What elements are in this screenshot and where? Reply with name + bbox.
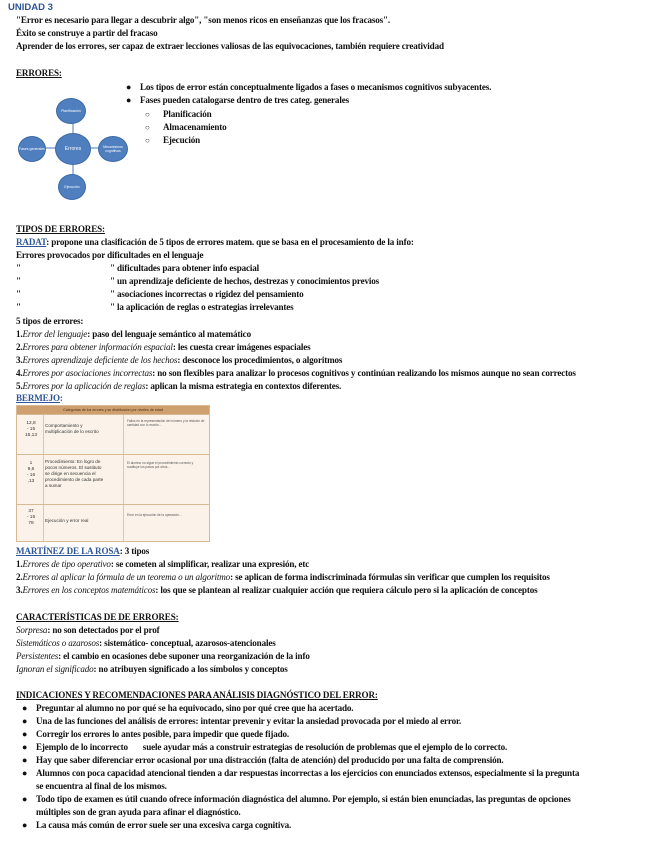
radat-label: RADAT [16, 237, 47, 247]
ditto-line-1: " " dificultades para obtener info espacial [16, 263, 260, 273]
indicacion-item: ● Corregir los errores lo antes posible, para impedir que quede fijado. [22, 729, 290, 739]
bullet-dot: ● [126, 82, 132, 92]
intro-line-1: "Error es necesario para llegar a descubrir algo", "son menos ricos en enseñanzas que los fracasos". [16, 15, 391, 25]
indicacion-item: ● Una de las funciones del análisis de errores: intentar prevenir y evitar la ansiedad provocada por el miedo al error. [22, 716, 462, 726]
bermejo-table-header: Categorías de los errores y su distribución por niveles de edad [17, 406, 209, 414]
bullet-dot: ● [22, 742, 28, 752]
indicacion-item: ● Ejemplo de lo incorrecto suele ayudar más a construir estrategias de resolución de problemas que el ejemplo de lo correcto. [22, 742, 508, 752]
bermejo-line: BERMEJO: [16, 393, 63, 403]
bermejo-label: BERMEJO [16, 393, 60, 403]
tipos-list-item-3: 3.Errores aprendizaje deficiente de los hechos: desconoce los procedimientos, o algoritmos [16, 355, 343, 365]
diagram-node-center: Errores [55, 133, 91, 165]
indicacion-item-continuation: múltiples son de gran ayuda para afinar el diagnóstico. [36, 807, 241, 817]
bermejo-table-row: 37 - 15 78 Ejecución y error real Error en la ejecución de la operación... [17, 504, 209, 542]
bermejo-table-row: 12,8 - 15 15,13 Comportamiento y multiplicación de lo escrito Fallos en la representación del número y la relación de cantidad con lo escrito... [17, 414, 209, 455]
diagram-node-bottom: Ejecución [58, 174, 86, 200]
caracteristica-item: Ignoran el significado: no atribuyen significado a los símbolos y conceptos [16, 664, 288, 674]
bullet-dot: ● [22, 703, 28, 713]
bullet-dot: ● [126, 95, 132, 105]
diagram-node-left: Fases generales [18, 136, 46, 162]
ditto-line-2: " " un aprendizaje deficiente de hechos, destrezas y conocimientos previos [16, 276, 380, 286]
indicaciones-heading: INDICACIONES Y RECOMENDACIONES PARA ANÁLISIS DIAGNÓSTICO DEL ERROR: [16, 690, 378, 700]
ditto-line-3: " " asociaciones incorrectas o rigidez del pensamiento [16, 289, 304, 299]
tipos-list-item-5: 5.Errores por la aplicación de reglas: aplican la misma estrategia en contextos diferentes. [16, 381, 342, 391]
errores-diagram [18, 98, 128, 198]
errores-bullet-2: ● Fases pueden catalogarse dentro de tres categ. generales [126, 95, 349, 105]
bermejo-table-row: 1 9,6 - 16 ,13 Procedimiento: En logro de pocos números. El sustituto se dirige en secuencia el procedimiento de cada parte a sumar El alumno no sigue el procedimiento correcto y sustituye los pasos por otros... [17, 454, 209, 505]
indicacion-item: ● Todo tipo de examen es útil cuando ofrece información diagnóstica del alumno. Por ejemplo, si están bien enunciadas, las preguntas de opciones [22, 794, 571, 804]
bullet-dot: ● [22, 729, 28, 739]
indicacion-item: ● Alumnos con poca capacidad atencional tienden a dar respuestas incorrectas a los ejercicios con enunciados extensos, especialmente si la pregunta [22, 768, 580, 778]
martinez-line: MARTÍNEZ DE LA ROSA: 3 tipos [16, 546, 150, 556]
martinez-list-item-3: 3.Errores en los conceptos matemáticos: los que se plantean al realizar cualquier acción que requiera cálculo pero si la aplicación de conceptos [16, 585, 538, 595]
errores-subbullet-3: ○ Ejecución [145, 134, 200, 148]
provocados-line: Errores provocados por dificultades en el lenguaje [16, 250, 204, 260]
tipos-list-item-1: 1.Error del lenguaje: paso del lenguaje semántico al matemático [16, 329, 251, 339]
bullet-dot: ● [22, 820, 28, 830]
caracteristicas-heading: CARACTERÍSTICAS DE DE ERRORES: [16, 612, 179, 622]
martinez-label: MARTÍNEZ DE LA ROSA [16, 546, 120, 556]
intro-line-2: Éxito se construye a partir del fracaso [16, 28, 158, 38]
errores-subbullet-1: ○ Planificación [145, 108, 212, 122]
indicacion-item: ● La causa más común de error suele ser una excesiva carga cognitiva. [22, 820, 292, 830]
caracteristica-item: Sorpresa: no son detectados por el prof [16, 625, 160, 635]
indicacion-item: ● Preguntar al alumno no por qué se ha equivocado, sino por qué cree que ha acertado. [22, 703, 354, 713]
ditto-line-4: " " la aplicación de reglas o estrategias irrelevantes [16, 302, 294, 312]
caracteristica-item: Persistentes: el cambio en ocasiones debe suponer una reorganización de la info [16, 651, 310, 661]
circle-bullet-icon: ○ [145, 110, 150, 119]
tipos-heading: TIPOS DE ERRORES: [16, 224, 105, 234]
circle-bullet-icon: ○ [145, 136, 150, 145]
caracteristica-item: Sistemáticos o azarosos: sistemático- conceptual, azarosos-atencionales [16, 638, 276, 648]
intro-line-3: Aprender de los errores, ser capaz de extraer lecciones valiosas de las equivocaciones, también requiere creatividad [16, 41, 444, 51]
diagram-node-right: Mecanismos cognitivos [98, 136, 128, 162]
radat-line: RADAT: propone una clasificación de 5 tipos de errores matem. que se basa en el procesamiento de la info: [16, 237, 414, 247]
diagram-node-top: Planificación [56, 98, 86, 124]
errores-subbullet-2: ○ Almacenamiento [145, 121, 227, 135]
circle-bullet-icon: ○ [145, 123, 150, 132]
bullet-dot: ● [22, 768, 28, 778]
cinco-tipos-line: 5 tipos de errores: [16, 316, 84, 326]
indicacion-item-continuation: se encuentra al final de los mismos. [36, 781, 167, 791]
bermejo-table-image [16, 405, 210, 542]
errores-bullet-1: ● Los tipos de error están conceptualmente ligados a fases o mecanismos cognitivos subyacentes. [126, 82, 492, 92]
indicacion-item: ● Hay que saber diferenciar error ocasional por una distracción (falta de atención) del producido por una falta de comprensión. [22, 755, 504, 765]
tipos-list-item-2: 2.Errores para obtener información espacial: les cuesta crear imágenes espaciales [16, 342, 311, 352]
errores-heading: ERRORES: [16, 68, 62, 78]
martinez-list-item-2: 2.Errores al aplicar la fórmula de un teorema o un algoritmo: se aplican de forma indiscriminada fórmulas sin verificar que cumplen los requisitos [16, 572, 550, 582]
tipos-list-item-4: 4.Errores por asociaciones incorrectas: no son flexibles para analizar lo procesos cognitivos y continúan realizando los mismos aunque no sean correctos [16, 368, 576, 378]
bullet-dot: ● [22, 716, 28, 726]
unit-title: UNIDAD 3 [8, 2, 53, 13]
martinez-list-item-1: 1.Errores de tipo operativo: se cometen al simplificar, realizar una expresión, etc [16, 559, 310, 569]
bullet-dot: ● [22, 794, 28, 804]
bullet-dot: ● [22, 755, 28, 765]
